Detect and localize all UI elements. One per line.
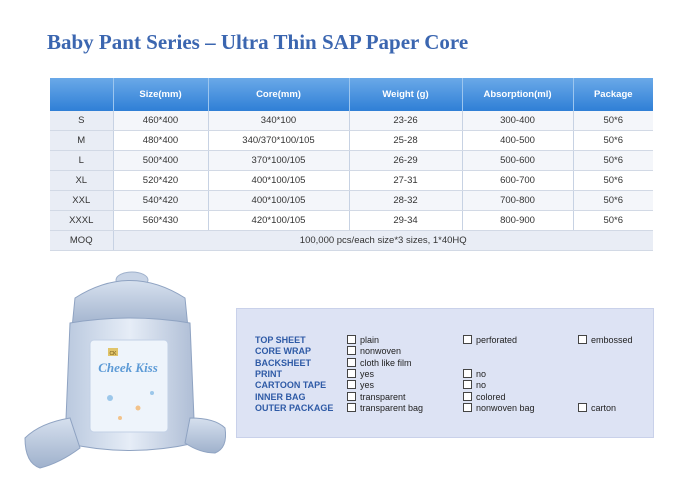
checkbox-icon[interactable] xyxy=(463,335,472,344)
table-cell: 50*6 xyxy=(573,111,653,131)
checkbox-icon[interactable] xyxy=(347,369,356,378)
size-label-cell: M xyxy=(50,131,113,151)
option-row xyxy=(237,369,653,380)
table-cell: 26-29 xyxy=(349,151,462,171)
option-choice-label: transparent bag xyxy=(360,402,424,413)
table-header-cell xyxy=(50,78,113,111)
table-header-cell: Size(mm) xyxy=(113,78,208,111)
product-image xyxy=(20,268,230,478)
table-cell: 500*400 xyxy=(113,151,208,171)
size-label-cell: L xyxy=(50,151,113,171)
option-choice-label: transparent xyxy=(360,391,406,402)
checkbox-icon[interactable] xyxy=(347,392,356,401)
table-cell: 50*6 xyxy=(573,191,653,211)
checkbox-icon[interactable] xyxy=(463,380,472,389)
checkbox-icon[interactable] xyxy=(578,335,587,344)
checkbox-icon[interactable] xyxy=(463,403,472,412)
table-cell: 340*100 xyxy=(208,111,349,131)
size-label-cell: S xyxy=(50,111,113,131)
table-cell: 340/370*100/105 xyxy=(208,131,349,151)
option-choice-label: nonwoven bag xyxy=(476,402,535,413)
option-choice-label: carton xyxy=(591,402,617,413)
option-choice-label: embossed xyxy=(591,335,633,345)
option-label: TOP SHEET xyxy=(255,335,306,345)
option-choice-label: cloth like film xyxy=(360,357,412,368)
option-choice-label: plain xyxy=(360,335,380,345)
table-cell: 370*100/105 xyxy=(208,151,349,171)
table-cell: 50*6 xyxy=(573,151,653,171)
option-choice[interactable] xyxy=(347,392,406,403)
table-row xyxy=(50,171,653,191)
option-choice-label: no xyxy=(476,368,487,379)
option-row xyxy=(237,392,653,403)
checkbox-icon[interactable] xyxy=(347,380,356,389)
size-label-cell: XXL xyxy=(50,191,113,211)
option-choice[interactable] xyxy=(463,335,517,346)
checkbox-icon[interactable] xyxy=(463,369,472,378)
table-cell: 700-800 xyxy=(462,191,573,211)
table-row xyxy=(50,131,653,151)
option-row xyxy=(237,380,653,391)
moq-row xyxy=(50,231,653,251)
option-choice[interactable] xyxy=(463,403,535,414)
moq-value: 100,000 pcs/each size*3 sizes, 1*40HQ xyxy=(113,231,653,251)
option-choice[interactable] xyxy=(347,346,401,357)
option-choice-label: colored xyxy=(476,391,506,402)
spec-table xyxy=(50,78,653,251)
table-cell: 300-400 xyxy=(462,111,573,131)
option-choice[interactable] xyxy=(347,380,374,391)
table-cell: 50*6 xyxy=(573,171,653,191)
table-cell: 29-34 xyxy=(349,211,462,231)
table-header-row xyxy=(50,78,653,111)
brand-logo: Cheek Kiss xyxy=(98,360,158,375)
table-cell: 480*400 xyxy=(113,131,208,151)
option-row xyxy=(237,358,653,369)
option-choice[interactable] xyxy=(578,335,633,346)
table-cell: 600-700 xyxy=(462,171,573,191)
table-cell: 500-600 xyxy=(462,151,573,171)
table-cell: 50*6 xyxy=(573,211,653,231)
option-choice-label: no xyxy=(476,380,487,391)
table-cell: 28-32 xyxy=(349,191,462,211)
brand-badge-text: CK xyxy=(109,351,117,357)
table-cell: 400*100/105 xyxy=(208,191,349,211)
option-choice[interactable] xyxy=(347,403,423,414)
table-row xyxy=(50,191,653,211)
size-label-cell: XXXL xyxy=(50,211,113,231)
option-choice-label: yes xyxy=(360,380,375,391)
option-choice-label: yes xyxy=(360,368,375,379)
table-cell: 50*6 xyxy=(573,131,653,151)
option-choice[interactable] xyxy=(463,380,486,391)
option-row xyxy=(237,403,653,414)
moq-label: MOQ xyxy=(50,231,113,251)
option-choice[interactable] xyxy=(347,369,374,380)
table-header-cell: Core(mm) xyxy=(208,78,349,111)
checkbox-icon[interactable] xyxy=(578,403,587,412)
option-choice[interactable] xyxy=(578,403,616,414)
option-choice-label: nonwoven xyxy=(360,346,402,357)
size-label-cell: XL xyxy=(50,171,113,191)
page-title: Baby Pant Series – Ultra Thin SAP Paper Core xyxy=(47,30,469,54)
table-header-cell: Package xyxy=(573,78,653,111)
table-row xyxy=(50,151,653,171)
table-cell: 23-26 xyxy=(349,111,462,131)
table-cell: 520*420 xyxy=(113,171,208,191)
option-label: PRINT xyxy=(255,368,282,379)
option-label: INNER BAG xyxy=(255,391,306,402)
option-row xyxy=(237,335,653,346)
option-choice[interactable] xyxy=(463,392,506,403)
table-header-cell: Absorption(ml) xyxy=(462,78,573,111)
option-label: BACKSHEET xyxy=(255,357,312,368)
table-cell: 400-500 xyxy=(462,131,573,151)
checkbox-icon[interactable] xyxy=(463,392,472,401)
checkbox-icon[interactable] xyxy=(347,346,356,355)
option-label: OUTER PACKAGE xyxy=(255,402,334,413)
table-cell: 420*100/105 xyxy=(208,211,349,231)
table-cell: 25-28 xyxy=(349,131,462,151)
checkbox-icon[interactable] xyxy=(347,403,356,412)
table-cell: 27-31 xyxy=(349,171,462,191)
option-choice[interactable] xyxy=(347,335,379,346)
table-cell: 540*420 xyxy=(113,191,208,211)
table-row xyxy=(50,111,653,131)
checkbox-icon[interactable] xyxy=(347,335,356,344)
table-cell: 400*100/105 xyxy=(208,171,349,191)
option-choice[interactable] xyxy=(463,369,486,380)
option-label: CARTOON TAPE xyxy=(255,380,327,391)
table-cell: 460*400 xyxy=(113,111,208,131)
checkbox-icon[interactable] xyxy=(347,358,356,367)
table-cell: 560*430 xyxy=(113,211,208,231)
option-choice-label: perforated xyxy=(476,335,518,345)
option-label: CORE WRAP xyxy=(255,346,311,357)
table-row xyxy=(50,211,653,231)
options-panel xyxy=(236,308,654,438)
table-cell: 800-900 xyxy=(462,211,573,231)
table-header-cell: Weight (g) xyxy=(349,78,462,111)
option-row xyxy=(237,346,653,357)
option-choice[interactable] xyxy=(347,358,412,369)
